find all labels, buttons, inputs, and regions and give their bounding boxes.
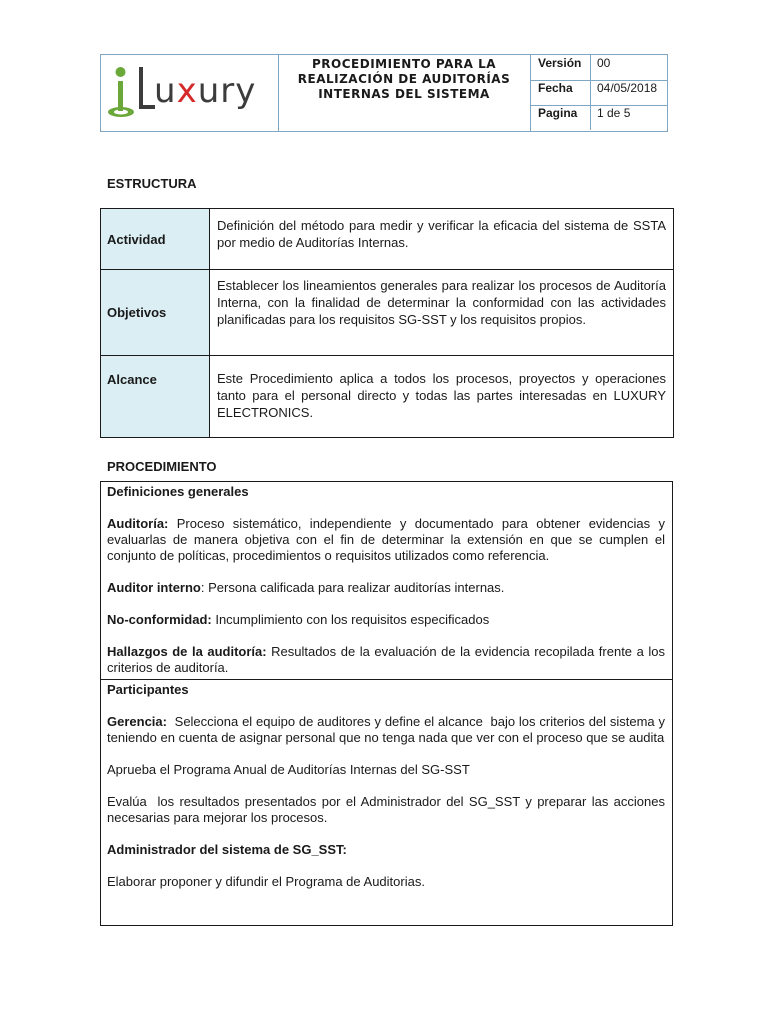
estructura-row-actividad [101,209,673,270]
definition-auditor-interno [107,580,665,596]
procedimiento-title: PROCEDIMIENTO [107,459,217,474]
administrador-text: Elaborar proponer y difundir el Programa de Auditorias. [107,874,425,889]
definition-text: : Persona calificada para realizar auditorías internas. [200,580,505,595]
definition-text: Proceso sistemático, independiente y documentado para obtener evidencias y evaluarlas de manera objetiva con el fin de determinar la extensión en que se cumplen el conjunto de políticas, procedimientos o requisitos utilizados como referencia. [107,516,665,563]
meta-label: Versión [531,55,591,80]
gerencia-evalua: Evalúa los resultados presentados por el Administrador del SG_SST y preparar las acciones necesarias para mejorar los procesos. [107,794,669,825]
logo-cell [101,55,279,131]
meta-row-version [531,55,668,81]
meta-value: 1 de 5 [597,106,631,120]
definition-term: Auditoría: [107,516,169,531]
participante-gerencia [107,714,669,746]
estructura-row-objetivos [101,270,673,356]
participante-text: Selecciona el equipo de auditores y define el alcance bajo los criterios del sistema y teniendo en cuenta de asignar personal que no tenga nada que ver con el proceso que se audita [107,714,669,745]
definition-term: No-conformidad: [107,612,212,627]
document-title: PROCEDIMIENTO PARA LA REALIZACIÓN DE AUDITORÍAS INTERNAS DEL SISTEMA [297,57,511,101]
row-text: Este Procedimiento aplica a todos los procesos, proyectos y operaciones tanto para el personal directo y todas las partes interesadas en LUXURY ELECTRONICS. [217,371,666,420]
meta-row-date [531,80,668,106]
gerencia-aprueba: Aprueba el Programa Anual de Auditorías Internas del SG-SST [107,762,470,777]
definiciones-block [101,482,672,679]
row-text: Establecer los lineamientos generales para realizar los procesos de Auditoría Interna, con la finalidad de determinar la conformidad con las actividades planificadas para los requisitos SG-SST y los requisitos propios. [217,278,666,327]
row-text: Definición del método para medir y verificar la eficacia del sistema de SSTA por medio de Auditorías Internas. [217,218,666,250]
participante-term: Gerencia: [107,714,167,729]
row-label: Alcance [101,356,210,437]
meta-row-page [531,105,668,130]
luxury-logo [101,55,271,131]
definition-text: Incumplimiento con los requisitos especificados [211,612,490,627]
participantes-heading: Participantes [107,682,189,697]
meta-value: 04/05/2018 [597,81,658,95]
definition-hallazgos [107,644,665,676]
svg-text:uxury: uxury [154,71,257,111]
logo-text: Luxury [101,55,105,56]
definition-text: Resultados de la evaluación de la evidencia recopilada frente a los criterios de auditoría. [107,644,665,675]
document-title-cell [278,55,531,131]
row-label: Objetivos [101,270,210,355]
meta-value: 00 [597,56,611,70]
definiciones-heading: Definiciones generales [107,484,249,499]
estructura-row-alcance [101,356,673,437]
meta-label: Fecha [531,80,591,105]
participantes-block [101,679,672,925]
definition-term: Auditor interno [107,580,201,595]
procedimiento-box [100,481,673,926]
document-meta [531,55,668,131]
estructura-title: ESTRUCTURA [107,176,197,191]
definition-term: Hallazgos de la auditoría: [107,644,267,659]
estructura-table [100,208,674,438]
definition-auditoria [107,516,665,564]
meta-label: Pagina [531,105,591,130]
row-label: Actividad [101,209,210,269]
document-header [100,54,668,132]
definition-no-conformidad [107,612,665,628]
administrador-heading: Administrador del sistema de SG_SST: [107,842,347,857]
